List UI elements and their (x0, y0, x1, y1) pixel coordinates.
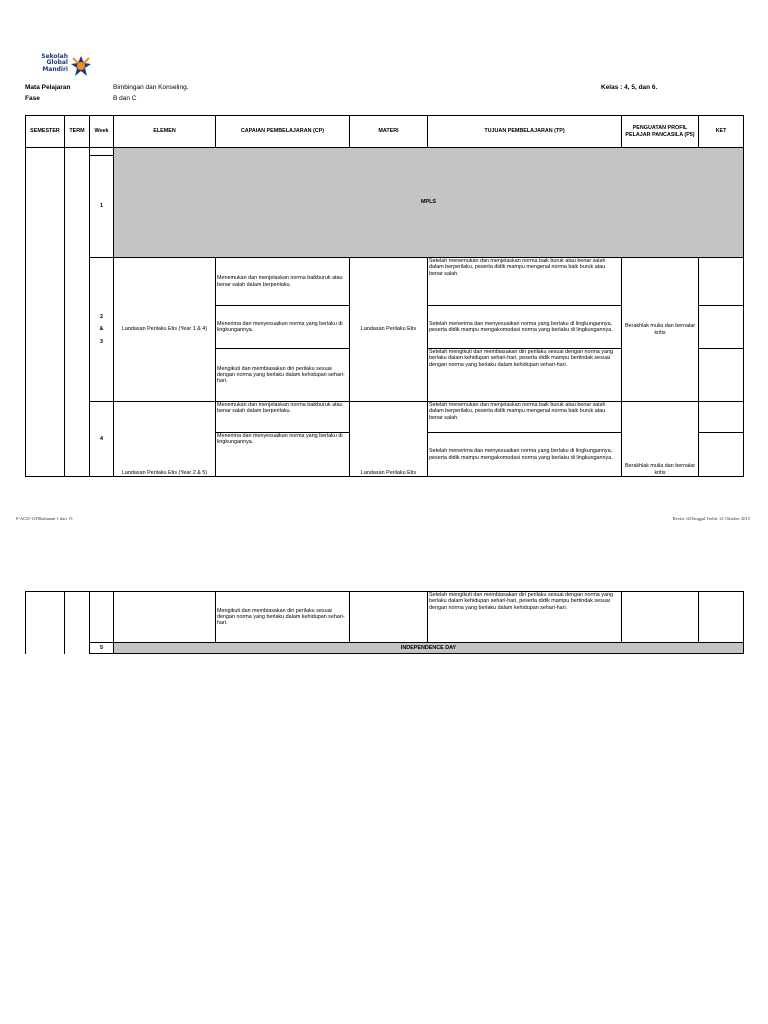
tp-cell: Setelah menemukan dan menjelaskan norma baik buruk atau benar salah dalam berperilaku, peserta didik mampu mengenal norma baik buruk atau benar salah. (428, 258, 622, 306)
tp-cell: Setelah menemukan dan menjelaskan norma baik buruk atau benar salah dalam berperilaku, peserta didik mampu mengenal norma baik buruk atau benar salah. (428, 402, 622, 433)
table-row (26, 148, 744, 156)
ket-cell (699, 258, 744, 306)
header-cp: CAPAIAN PEMBELAJARAN (CP) (216, 116, 350, 148)
elemen-cell (114, 592, 216, 643)
footer-right: Revisi :02Tanggal Terbit :21 Oktober 2015 (672, 516, 750, 521)
table-row (26, 402, 744, 433)
week-1: 1 (90, 156, 114, 258)
materi-cell: Landasan Perilaku Etis (350, 258, 428, 402)
semester-cell (26, 148, 65, 477)
header-p5: PENGUATAN PROFIL PELAJAR PANCASILA (P5) (622, 116, 699, 148)
p5-cell: Berakhlak mulia dan bernalar kritis (622, 258, 699, 402)
header-elemen: ELEMEN (114, 116, 216, 148)
header-materi: MATERI (350, 116, 428, 148)
materi-cell: Landasan Perilaku Etis (350, 402, 428, 477)
header-week: Week (90, 116, 114, 148)
week-spacer (90, 148, 114, 156)
table-row (26, 592, 744, 643)
header-ket: KET (699, 116, 744, 148)
tp-cell: Setelah menerima dan menyesuaikan norma yang berlaku di lingkungannya, peserta didik mampu mengakomodasi norma yang berlaku di lingkungannya. (428, 433, 622, 477)
table-row (26, 643, 744, 654)
materi-cell (350, 592, 428, 643)
p5-cell (622, 592, 699, 643)
p5-cell: Berakhlak mulia dan bernalar kritis (622, 402, 699, 477)
school-logo (32, 54, 94, 80)
term-cell (65, 148, 90, 477)
cp-cell: Menerima dan menyesuaikan norma yang berlaku di lingkungannya. (216, 433, 350, 477)
term-cell (65, 592, 90, 654)
table-row (26, 258, 744, 306)
cp-cell: Mengikuti dan membiasakan diri perilaku sesuai dengan norma yang berlaku dalam kehidupan sehari-hari. (216, 592, 350, 643)
mpls-cell: MPLS (114, 148, 744, 258)
ket-cell (699, 306, 744, 349)
ket-cell (699, 433, 744, 477)
header-term: TERM (65, 116, 90, 148)
class-info: Kelas : 4, 5, dan 6. (601, 84, 658, 91)
header-semester: SEMESTER (26, 116, 65, 148)
logo-emblem-icon (69, 54, 93, 78)
subject-label: Mata Pelajaran (25, 84, 71, 91)
footer-left: F-ACD-11P0halaman 1 dari 13 (16, 516, 73, 521)
tp-cell: Setelah mengikuti dan membiasakan diri perilaku sesuai dengan norma yang berlaku dalam kehidupan sehari-hari, peserta didik mampu bertindak sesuai dengan norma yang berlaku dalam kehidupan sehari-hari. (428, 349, 622, 402)
curriculum-table-continued (25, 591, 744, 654)
elemen-cell: Landasan Perilaku Etis (Year 1 & 4) (114, 258, 216, 402)
week-4: 4 (90, 402, 114, 477)
cp-cell: Mengikuti dan membiasakan diri perilaku sesuai dengan norma yang berlaku dalam kehidupan sehari-hari. (216, 349, 350, 402)
ket-cell (699, 349, 744, 402)
cp-cell: Menemukan dan menjelaskan norma baikburuk atau benar salah dalam berperilaku. (216, 402, 350, 433)
week-cell (90, 592, 114, 643)
elemen-cell: Landasan Perilaku Etis (Year 2 & 5) (114, 402, 216, 477)
subject-value: Bimbingan dan Konseling. (113, 84, 189, 91)
ket-cell (699, 592, 744, 643)
ket-cell (699, 402, 744, 433)
tp-cell: Setelah menerima dan menyesuaikan norma yang berlaku di lingkungannya, peserta didik mampu mengakomodasi norma yang berlaku di lingkungannya. (428, 306, 622, 349)
logo-text: Sekolah Global Mandiri (41, 53, 68, 73)
independence-day-cell: INDEPENDENCE DAY (114, 643, 744, 654)
semester-cell (26, 592, 65, 654)
header-tp: TUJUAN PEMBELAJARAN (TP) (428, 116, 622, 148)
phase-label: Fase (25, 95, 40, 102)
curriculum-table (25, 115, 744, 477)
tp-cell: Setelah mengikuti dan membiasakan diri perilaku sesuai dengan norma yang berlaku dalam kehidupan sehari-hari, peserta didik mampu bertindak sesuai dengan norma yang berlaku dalam kehidupan sehari-hari. (428, 592, 622, 643)
cp-cell: Menemukan dan menjelaskan norma baikburuk atau benar salah dalam berperilaku. (216, 258, 350, 306)
table-header-row (26, 116, 744, 148)
week-5: 5 (90, 643, 114, 654)
week-2-3: 2 & 3 (90, 258, 114, 402)
phase-value: B dan C (113, 95, 137, 102)
cp-cell: Menerima dan menyesuaikan norma yang berlaku di lingkungannya. (216, 306, 350, 349)
